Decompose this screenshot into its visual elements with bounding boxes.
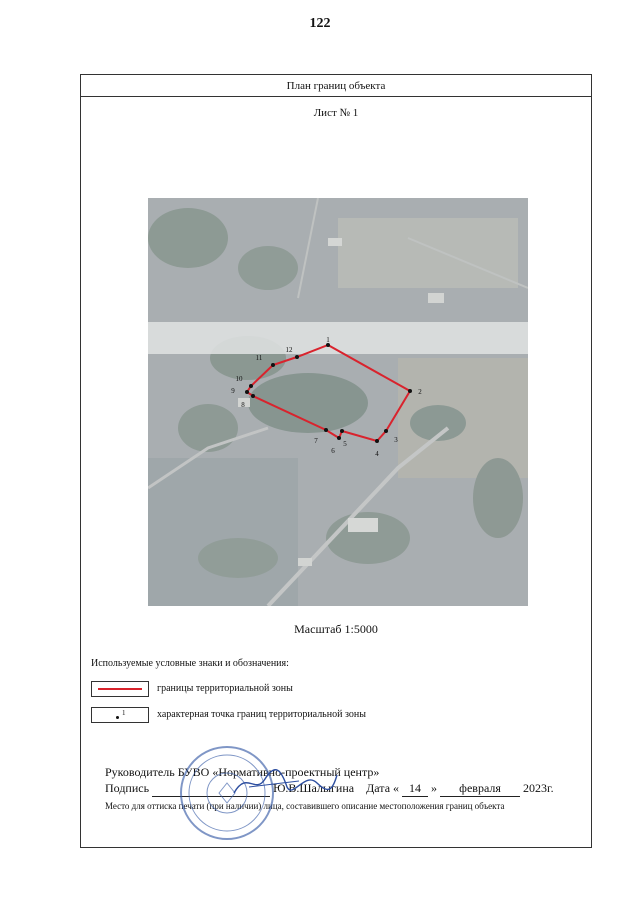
boundary-point-label: 4: [375, 450, 379, 458]
date-month: февраля: [440, 781, 520, 797]
boundary-point-label: 8: [241, 401, 245, 409]
tree-cluster: [178, 404, 238, 452]
building: [328, 238, 342, 246]
tree-cluster: [473, 458, 523, 538]
boundary-point-marker: [384, 429, 388, 433]
signatory-name: Ю.В.Шалыгина: [273, 781, 355, 795]
map-svg: [148, 198, 528, 606]
signature-label: Подпись: [105, 781, 150, 795]
legend-symbol-box: [91, 681, 149, 697]
plan-title: План границ объекта: [81, 75, 591, 97]
date-year: 2023г.: [523, 781, 554, 795]
signatory-title: Руководитель БУВО «Нормативно-проектный центр»: [105, 765, 380, 779]
boundary-point-marker: [245, 390, 249, 394]
boundary-point-label: 5: [343, 440, 347, 448]
boundary-point-marker: [249, 384, 253, 388]
boundary-point-marker: [251, 394, 255, 398]
field-patch: [338, 218, 518, 288]
legend-red-line-symbol: [98, 688, 142, 690]
date-day: 14: [402, 781, 428, 797]
date-label: Дата «: [366, 781, 400, 795]
boundary-point-label: 10: [235, 375, 243, 383]
boundary-point-label: 7: [314, 437, 318, 445]
plan-frame: [80, 74, 592, 848]
boundary-point-label: 12: [285, 346, 293, 354]
legend-point-number: 1: [122, 709, 126, 717]
building: [348, 518, 378, 532]
boundary-point-marker: [337, 436, 341, 440]
boundary-point-marker: [295, 355, 299, 359]
boundary-point-label: 9: [231, 387, 235, 395]
tree-cluster: [198, 538, 278, 578]
tree-cluster: [238, 246, 298, 290]
boundary-point-marker: [375, 439, 379, 443]
building: [428, 293, 444, 303]
legend-point-symbol: [116, 716, 119, 719]
stamp-place-note: Место для оттиска печати (при наличии) лица, составившего описание местоположения границ объекта: [105, 801, 505, 811]
legend-heading: Используемые условные знаки и обозначения:: [91, 658, 289, 669]
boundary-point-label: 2: [418, 388, 422, 396]
boundary-point-marker: [340, 429, 344, 433]
boundary-point-label: 11: [255, 354, 263, 362]
field-patch: [148, 458, 298, 606]
page-number: 122: [309, 16, 331, 31]
boundary-point-marker: [408, 389, 412, 393]
legend-symbol-box: [91, 707, 149, 723]
handwritten-signature: [229, 765, 339, 801]
tree-cluster: [148, 208, 228, 268]
pale-band: [148, 322, 528, 354]
boundary-point-label: 6: [331, 447, 335, 455]
date-close-quote: »: [431, 781, 438, 795]
boundary-point-marker: [271, 363, 275, 367]
aerial-map: [148, 198, 528, 606]
building: [298, 558, 312, 566]
boundary-point-label: 3: [394, 436, 398, 444]
map-scale: Масштаб 1:5000: [294, 622, 378, 636]
legend-item-label: границы территориальной зоны: [157, 683, 293, 694]
boundary-point-marker: [324, 428, 328, 432]
boundary-point-label: 1: [326, 336, 330, 344]
legend-item-label: характерная точка границ территориальной зоны: [157, 709, 366, 720]
sheet-label: Лист № 1: [313, 107, 359, 119]
